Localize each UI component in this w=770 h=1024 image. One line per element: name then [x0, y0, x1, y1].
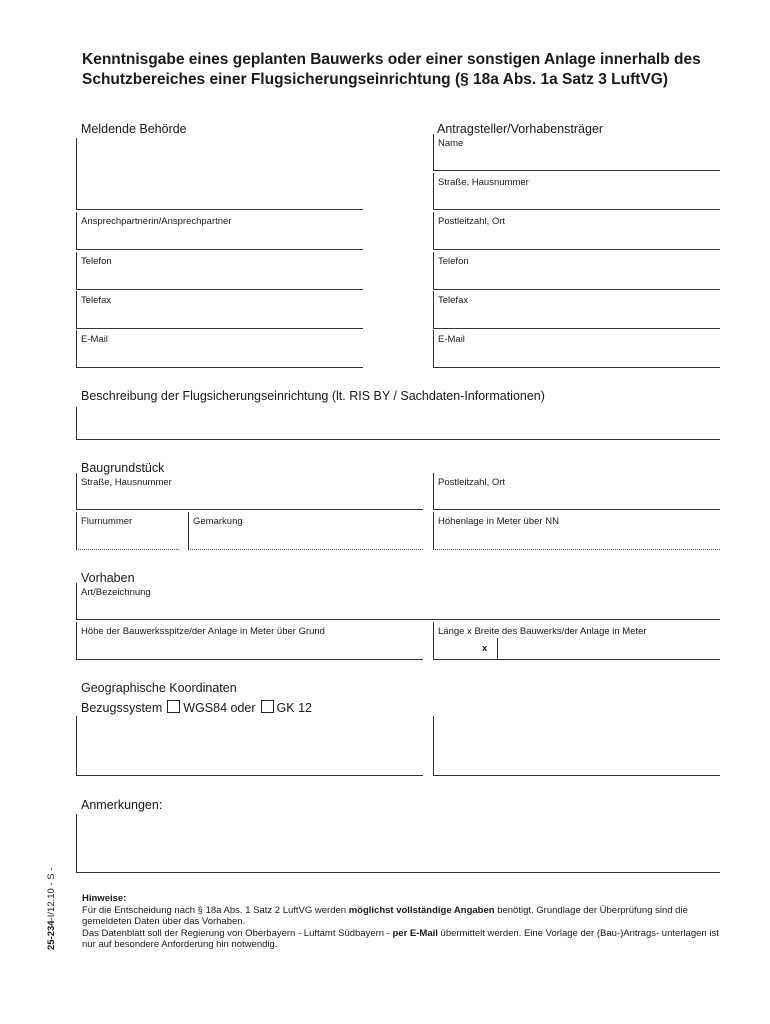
- behoerde-telefon-label: Telefon: [81, 256, 112, 267]
- hinweise-p2-bold: per E-Mail: [392, 927, 438, 939]
- koordinaten-field-2[interactable]: [433, 716, 720, 776]
- gemarkung-field[interactable]: [188, 512, 423, 550]
- beschreibung-field[interactable]: [76, 407, 720, 440]
- hinweise-p1-text-a: Für die Entscheidung nach § 18a Abs. 1 Satz 2 LuftVG werden: [82, 904, 349, 916]
- form-code-rest: -I/12.10 - S -: [46, 867, 57, 921]
- antragsteller-telefon-field[interactable]: [433, 252, 720, 290]
- antragsteller-telefon-label: Telefon: [438, 256, 469, 267]
- behoerde-field[interactable]: [76, 138, 363, 210]
- hinweise-p2-text-c: übermittelt werden. Eine Vorlage der (Bau-)Antrags- unterlagen ist nur auf besondere Anforderung hin notwendig.: [82, 927, 719, 950]
- title-line-1: Kenntnisgabe eines geplanten Bauwerks oder einer sonstigen Anlage innerhalb des: [82, 51, 701, 68]
- vorhaben-laenge-label: Länge x Breite des Bauwerks/der Anlage in Meter: [438, 626, 647, 637]
- anmerkungen-field[interactable]: [76, 814, 720, 873]
- grund-strasse-field[interactable]: [76, 473, 423, 510]
- antragsteller-strasse-label: Straße, Hausnummer: [438, 177, 529, 188]
- behoerde-email-label: E-Mail: [81, 334, 108, 345]
- grund-plz-label: Postleitzahl, Ort: [438, 477, 506, 488]
- behoerde-telefax-label: Telefax: [81, 295, 112, 306]
- wgs84-checkbox[interactable]: [167, 700, 180, 713]
- wgs84-label: WGS84 oder: [183, 701, 256, 715]
- vorhaben-hoehe-field[interactable]: [76, 622, 423, 660]
- bezugssystem-row: [81, 700, 312, 716]
- gk12-checkbox[interactable]: [261, 700, 274, 713]
- antragsteller-telefax-field[interactable]: [433, 291, 720, 329]
- form-code: [46, 868, 57, 950]
- anmerkungen-heading: Anmerkungen:: [81, 798, 163, 812]
- hinweise-p1-bold: möglichst vollständige Angaben: [348, 904, 495, 916]
- laenge-divider: [497, 638, 498, 660]
- antragsteller-name-label: Name: [438, 138, 464, 149]
- antragsteller-plz-field[interactable]: [433, 212, 720, 250]
- flurnummer-field[interactable]: [76, 512, 179, 550]
- behoerde-telefax-field[interactable]: [76, 291, 363, 329]
- antragsteller-email-label: E-Mail: [438, 334, 465, 345]
- gk12-label: GK 12: [276, 701, 312, 715]
- behoerde-heading: Meldende Behörde: [81, 122, 187, 136]
- behoerde-email-field[interactable]: [76, 330, 363, 368]
- hinweise-paragraph-2: [82, 928, 722, 951]
- antragsteller-plz-label: Postleitzahl, Ort: [438, 216, 506, 227]
- title-line-2: Schutzbereiches einer Flugsicherungseinrichtung (§ 18a Abs. 1a Satz 3 LuftVG): [82, 71, 668, 88]
- hinweise-block: [82, 893, 722, 951]
- vorhaben-art-label: Art/Bezeichnung: [81, 587, 151, 598]
- hinweise-p1-text-c: benötigt. Grundlage der Überprüfung sind die gemeldeten Daten über das Vorhaben.: [82, 904, 688, 927]
- hinweise-heading: Hinweise:: [82, 893, 127, 904]
- vorhaben-art-field[interactable]: [76, 583, 720, 620]
- behoerde-contact-field[interactable]: [76, 212, 363, 250]
- hoehenlage-field[interactable]: [433, 512, 720, 550]
- behoerde-telefon-field[interactable]: [76, 252, 363, 290]
- hoehenlage-label: Höhenlage in Meter über NN: [438, 516, 559, 527]
- behoerde-contact-label: Ansprechpartnerin/Ansprechpartner: [81, 216, 232, 227]
- vorhaben-hoehe-label: Höhe der Bauwerksspitze/der Anlage in Meter über Grund: [81, 626, 325, 637]
- antragsteller-telefax-label: Telefax: [438, 295, 469, 306]
- form-code-bold: 25-234: [46, 920, 57, 950]
- vorhaben-heading: Vorhaben: [81, 571, 135, 585]
- gemarkung-label: Gemarkung: [193, 516, 243, 527]
- antragsteller-name-field[interactable]: [433, 134, 720, 171]
- flurnummer-label: Flurnummer: [81, 516, 133, 527]
- antragsteller-heading: Antragsteller/Vorhabensträger: [437, 122, 604, 136]
- grund-plz-field[interactable]: [433, 473, 720, 510]
- antragsteller-email-field[interactable]: [433, 330, 720, 368]
- baugrundstueck-heading: Baugrundstück: [81, 461, 165, 475]
- koordinaten-field-1[interactable]: [76, 716, 423, 776]
- bezugssystem-label: Bezugssystem: [81, 701, 163, 715]
- koordinaten-heading: Geographische Koordinaten: [81, 681, 237, 695]
- form-title: [82, 50, 722, 90]
- hinweise-paragraph-1: [82, 905, 722, 928]
- hinweise-p2-text-a: Das Datenblatt soll der Regierung von Oberbayern - Luftamt Südbayern -: [82, 927, 393, 939]
- grund-strasse-label: Straße, Hausnummer: [81, 477, 172, 488]
- beschreibung-heading: Beschreibung der Flugsicherungseinrichtung (lt. RIS BY / Sachdaten-Informationen): [81, 389, 545, 403]
- antragsteller-strasse-field[interactable]: [433, 173, 720, 210]
- vorhaben-laenge-field[interactable]: [433, 622, 720, 660]
- laenge-x: x: [482, 643, 488, 654]
